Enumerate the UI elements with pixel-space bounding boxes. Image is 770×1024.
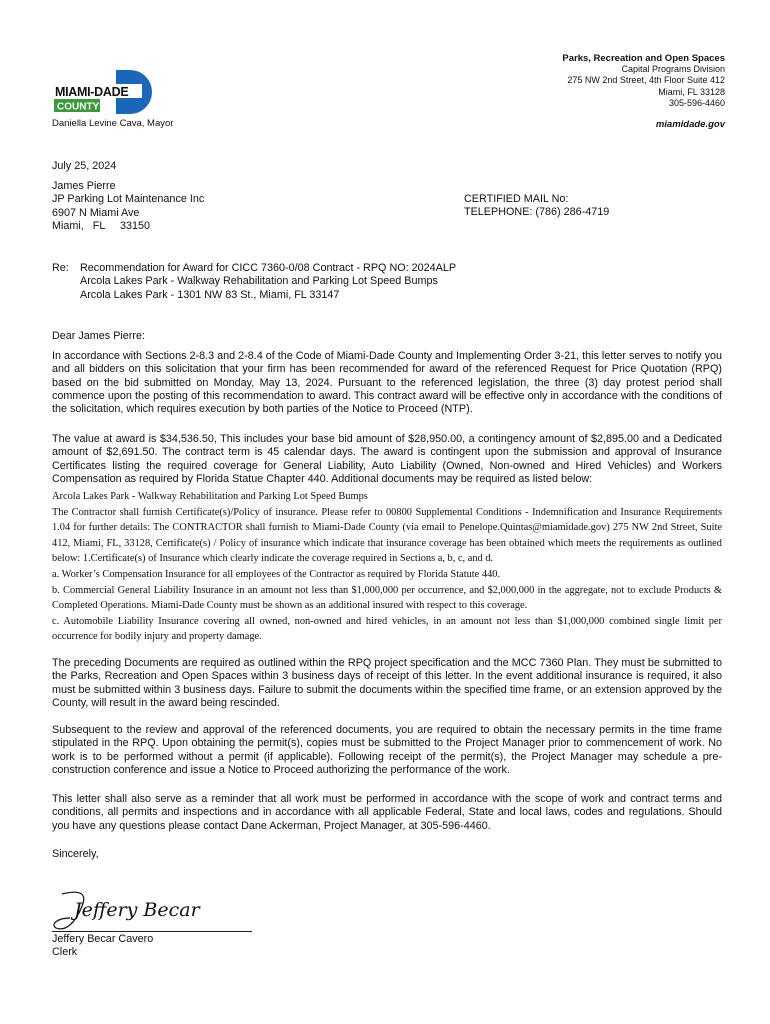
- salutation: Dear James Pierre:: [52, 330, 146, 342]
- certified-block: [464, 193, 609, 220]
- insurance-intro: The Contractor shall furnish Certificate(s)/Policy of insurance. Please refer to 00800 Supplemental Conditions - Indemnification and Insurance Requirements 1.04 for further details: The CONTRACTOR shall furnish to Miami-Dade County (via email to Penelope.Quintas@miamidade.gov) 275 NW 2nd Street, Suite 412, Miami, FL, 33128, Certificate(s) / Policy of insurance which indicate that insurance coverage has been obtained which meets the requirements as outlined below: 1.Certificate(s) of Insurance which clearly indicate the coverage required in Sections a, b, c, and d.: [52, 506, 722, 565]
- closing: Sincerely,: [52, 848, 99, 860]
- recipient-address: [52, 180, 204, 233]
- paragraph-reminder: This letter shall also serve as a reminder that all work must be performed in accordance with the scope of work and contract terms and conditions, all permits and inspections and in accordance with all applicable Federal, State and local laws, codes and regulations. Should you have any questions please contact Dane Ackerman, Project Manager, at 305-596-4460.: [52, 793, 722, 832]
- certified-mail: CERTIFIED MAIL No:: [464, 193, 569, 205]
- department-name: Parks, Recreation and Open Spaces: [562, 53, 725, 64]
- letter-date: July 25, 2024: [52, 160, 117, 172]
- recipient-company: JP Parking Lot Maintenance Inc: [52, 193, 205, 206]
- paragraph-award-value: The value at award is $34,536.50, This includes your base bid amount of $28,950.00, a contingency amount of $2,895.00 and a Dedicated amount of $2,691.50. The contract term is 45 calendar days. The award is contingent upon the submission and approval of Insurance Certificates listing the required coverage for General Liability, Auto Liability (Owned, Non-owned and Hired Vehicles) and Workers Compensation as required by Florida Statue Chapter 440. Additional documents may be required as listed below:: [52, 433, 722, 485]
- mayor-name: Daniella Levine Cava, Mayor: [52, 118, 174, 129]
- insurance-requirements: [52, 489, 722, 645]
- signer-title: Clerk: [52, 946, 78, 958]
- insurance-item-b: b. Commercial General Liability Insurance in an amount not less than $1,000,000 per occurrence, and $2,000,000 in the aggregate, not to exclude Products & Completed Operations. Miami-Dade County must be shown as an additional insured with respect to this coverage.: [52, 584, 722, 612]
- insurance-project: Arcola Lakes Park - Walkway Rehabilitation and Parking Lot Speed Bumps: [52, 491, 368, 502]
- subject-line: Arcola Lakes Park - Walkway Rehabilitation and Parking Lot Speed Bumps: [80, 275, 438, 288]
- department-phone: 305-596-4460: [668, 97, 725, 108]
- recipient-street: 6907 N Miami Ave: [52, 206, 140, 219]
- department-street: 275 NW 2nd Street, 4th Floor Suite 412: [567, 75, 725, 86]
- subject-lines: [80, 262, 456, 302]
- subject-line: Recommendation for Award for CICC 7360-0/08 Contract - RPQ NO: 2024ALP: [80, 262, 457, 274]
- re-label: Re:: [52, 262, 69, 274]
- miami-dade-logo: [52, 68, 162, 116]
- department-block: [562, 53, 725, 109]
- subject-line: Arcola Lakes Park - 1301 NW 83 St., Miami, FL 33147: [80, 288, 340, 301]
- paragraph-permits: Subsequent to the review and approval of the referenced documents, you are required to obtain the necessary permits in the time frame stipulated in the RPQ. Upon obtaining the permit(s), copies must be submitted to the Project Manager prior to commencement of work. No work is to be performed without a permit (if applicable). Following receipt of the permit(s), the Project Manager may schedule a pre-construction conference and issue a Notice to Proceed authorizing the performance of the work.: [52, 724, 722, 776]
- logo-text-county: COUNTY: [57, 101, 100, 113]
- signature: [48, 888, 258, 936]
- signature-script: Jeffery Becar: [74, 899, 200, 921]
- website-link[interactable]: miamidade.gov: [655, 119, 725, 130]
- telephone: TELEPHONE: (786) 286-4719: [464, 206, 610, 219]
- recipient-city: Miami, FL 33150: [52, 219, 151, 232]
- insurance-item-a: a. Worker’s Compensation Insurance for all employees of the Contractor as required by Florida Statute 440.: [52, 568, 501, 580]
- department-division: Capital Programs Division: [621, 64, 725, 75]
- signer-name: Jeffery Becar Cavero: [52, 933, 154, 945]
- signature-line: [52, 931, 252, 932]
- department-city: Miami, FL 33128: [658, 86, 725, 97]
- recipient-name: James Pierre: [52, 180, 116, 192]
- insurance-item-c: c. Automobile Liability Insurance covering all owned, non-owned and hired vehicles, in an amount not less than $1,000,000 combined single limit per occurrence for bodily injury and property damage.: [52, 615, 722, 643]
- logo-text-miami-dade: MIAMI-DADE: [55, 85, 129, 99]
- paragraph-award-notice: In accordance with Sections 2-8.3 and 2-8.4 of the Code of Miami-Dade County and Implementing Order 3-21, this letter serves to notify you and all bidders on this solicitation that your firm has been recommended for award of the referenced Request for Price Quotation (RPQ) based on the bid submitted on Monday, May 13, 2024. Pursuant to the referenced legislation, the three (3) day protest period shall commence upon the posting of this recommendation to award. This contract award will be effective only in accordance with the conditions of the solicitation, which requires execution by both parties of the Notice to Proceed (NTP).: [52, 350, 722, 416]
- paragraph-documents: The preceding Documents are required as outlined within the RPQ project specification and the MCC 7360 Plan. They must be submitted to the Parks, Recreation and Open Spaces within 3 business days of receipt of this letter. In the event additional insurance is required, it also must be submitted within 3 business days. Failure to submit the documents within the specified time frame, or an extension approved by the County, will result in the award being rescinded.: [52, 657, 722, 709]
